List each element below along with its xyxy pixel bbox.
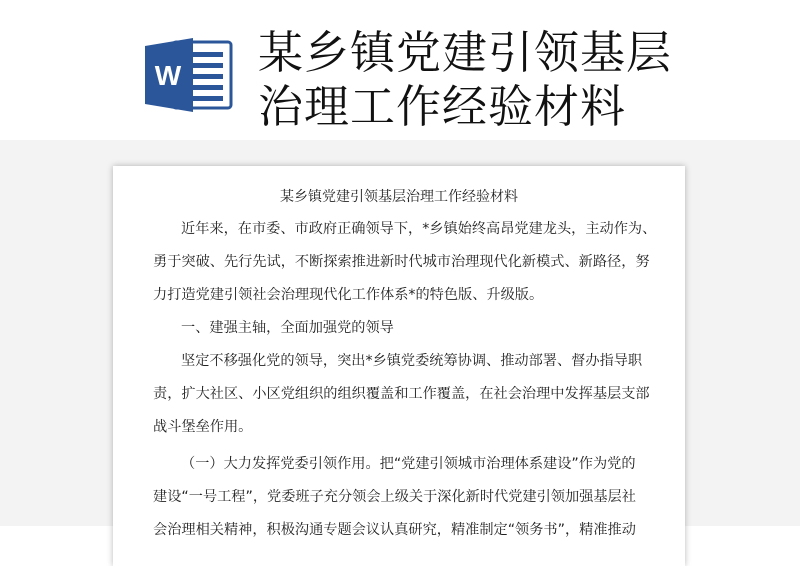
banner-title: [258, 26, 778, 134]
banner-title-line-1: 某乡镇党建引领基层: [258, 26, 673, 79]
paragraph-intro: [153, 213, 657, 312]
paragraph-subsection-1: [153, 448, 653, 547]
paragraph-line: 近年来，在市委、市政府正确领导下，*乡镇始终高昂党建龙头，主动作为、: [181, 221, 657, 237]
paragraph-line: 坚定不移强化党的领导，突出*乡镇党委统筹协调、推动部署、督办指导职: [181, 353, 643, 369]
banner: [0, 0, 800, 140]
paragraph-line: 战斗堡垒作用。: [153, 419, 253, 435]
section-heading: [153, 312, 653, 345]
paragraph-line: 会治理相关精神，积极沟通专题会议认真研究，精准制定“领务书”，精准推动: [153, 522, 636, 538]
word-icon: [143, 36, 235, 114]
paragraph-line: 责，扩大社区、小区党组织的组织覆盖和工作覆盖，在社会治理中发挥基层支部: [153, 386, 650, 402]
paragraph-line: 力打造党建引领社会治理现代化工作体系*的特色版、升级版。: [153, 287, 544, 303]
banner-title-line-2: 治理工作经验材料: [258, 80, 627, 133]
paragraph-line: 勇于突破、先行先试，不断探索推进新时代城市治理现代化新模式、新路径，努: [153, 254, 650, 270]
paragraph-section-1: [153, 345, 653, 444]
paragraph-line: （一）大力发挥党委引领作用。把“党建引领城市治理体系建设”作为党的: [181, 456, 636, 472]
heading-line: 一、建强主轴，全面加强党的领导: [181, 320, 394, 336]
paragraph-line: 建设“一号工程”，党委班子充分领会上级关于深化新时代党建引领加强基层社: [153, 489, 636, 505]
document-title: 某乡镇党建引领基层治理工作经验材料: [280, 189, 518, 205]
document-page[interactable]: [113, 166, 685, 566]
word-icon-letter: W: [154, 60, 182, 91]
